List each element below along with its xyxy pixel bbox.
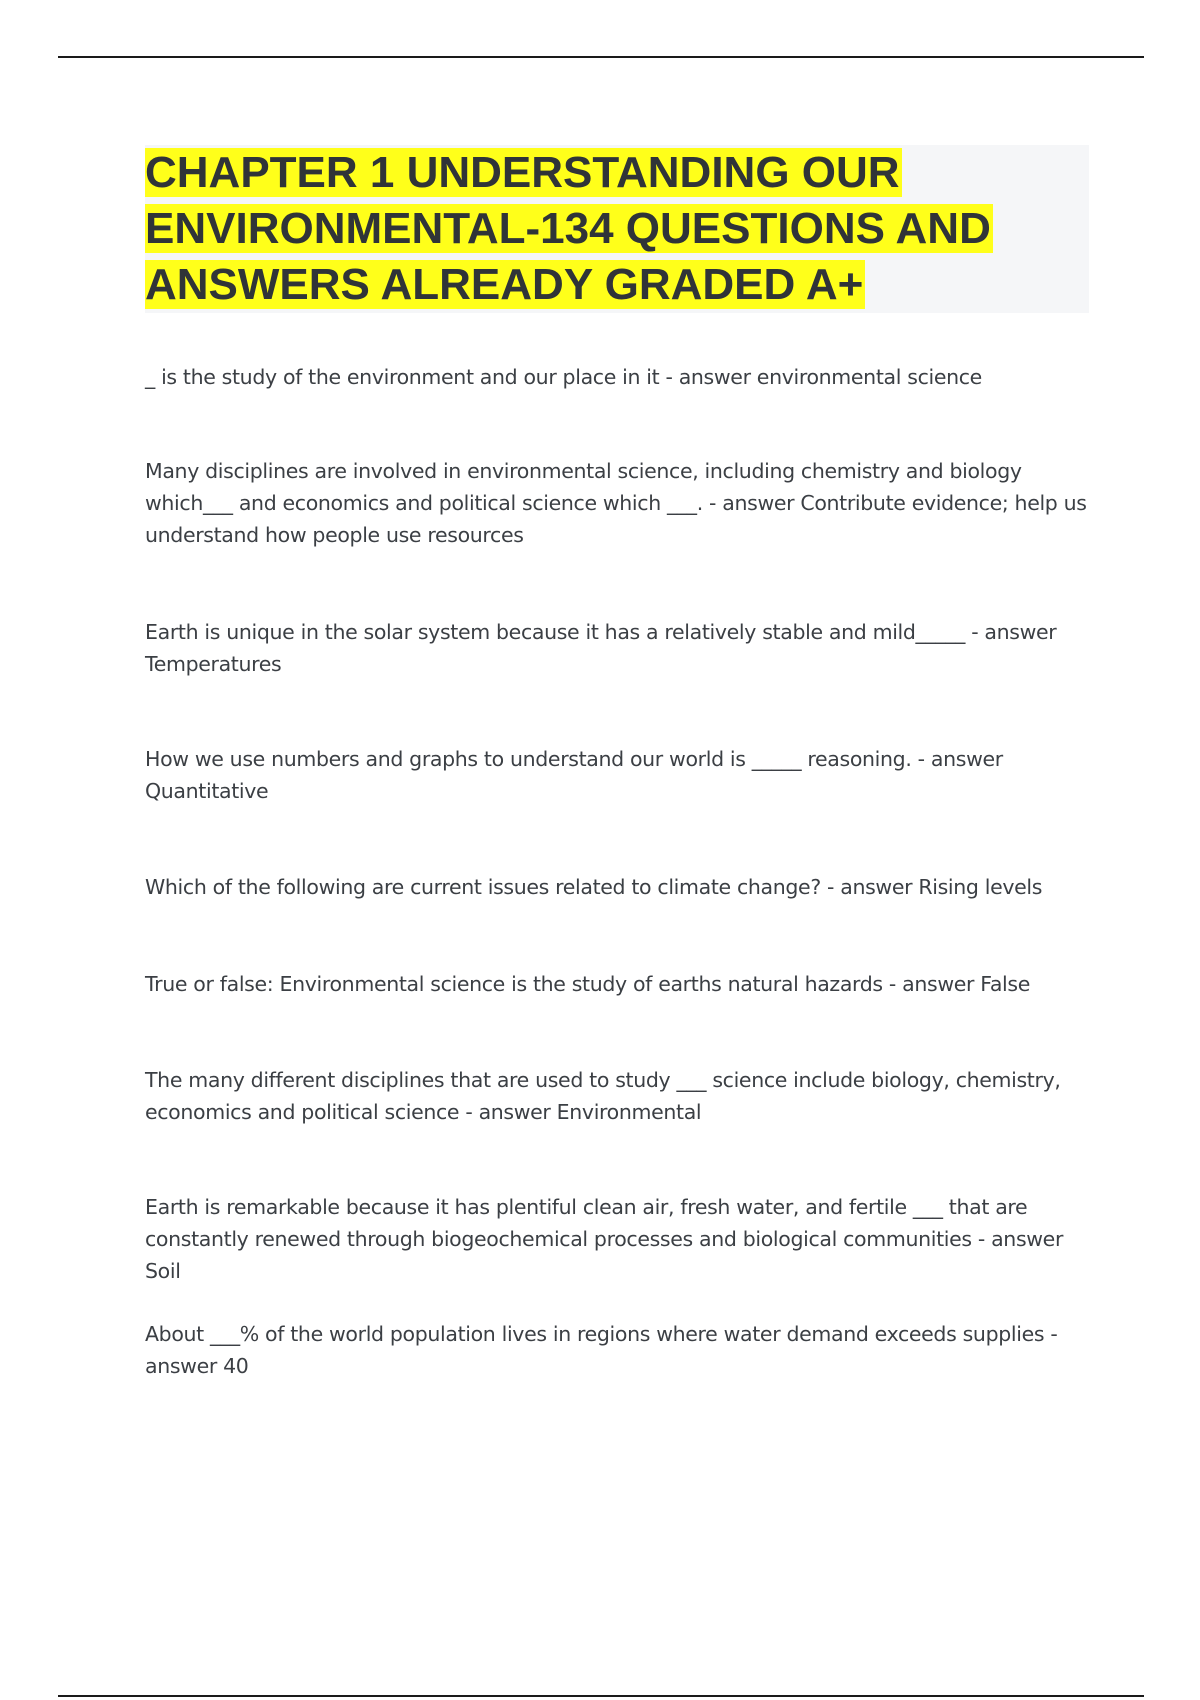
qa-item: The many different disciplines that are used to study ___ science include biology, chemistry, economics and political science - answer Environmental bbox=[145, 1068, 1061, 1124]
qa-item: Many disciplines are involved in environmental science, including chemistry and biology which___ and economics and political science which ___. - answer Contribute evidence; help us understand how people use resources bbox=[145, 459, 1087, 547]
qa-item: Earth is remarkable because it has plentiful clean air, fresh water, and fertile ___ that are constantly renewed through biogeochemical processes and biological communities - answer Soil bbox=[145, 1195, 1064, 1283]
document-title bbox=[145, 145, 1089, 313]
qa-item: Earth is unique in the solar system because it has a relatively stable and mild_____ - answer Temperatures bbox=[145, 620, 1057, 676]
top-rule bbox=[58, 56, 1144, 58]
qa-item: Which of the following are current issues related to climate change? - answer Rising levels bbox=[145, 875, 1043, 899]
title-highlight: CHAPTER 1 UNDERSTANDING OUR ENVIRONMENTAL-134 QUESTIONS AND ANSWERS ALREADY GRADED A+ bbox=[145, 148, 991, 309]
bottom-rule bbox=[58, 1695, 1144, 1697]
qa-item: _ is the study of the environment and our place in it - answer environmental science bbox=[145, 365, 982, 389]
qa-item: How we use numbers and graphs to understand our world is _____ reasoning. - answer Quantitative bbox=[145, 747, 1003, 803]
qa-item: True or false: Environmental science is the study of earths natural hazards - answer False bbox=[145, 972, 1030, 996]
qa-item: About ___% of the world population lives in regions where water demand exceeds supplies - answer 40 bbox=[145, 1322, 1058, 1378]
